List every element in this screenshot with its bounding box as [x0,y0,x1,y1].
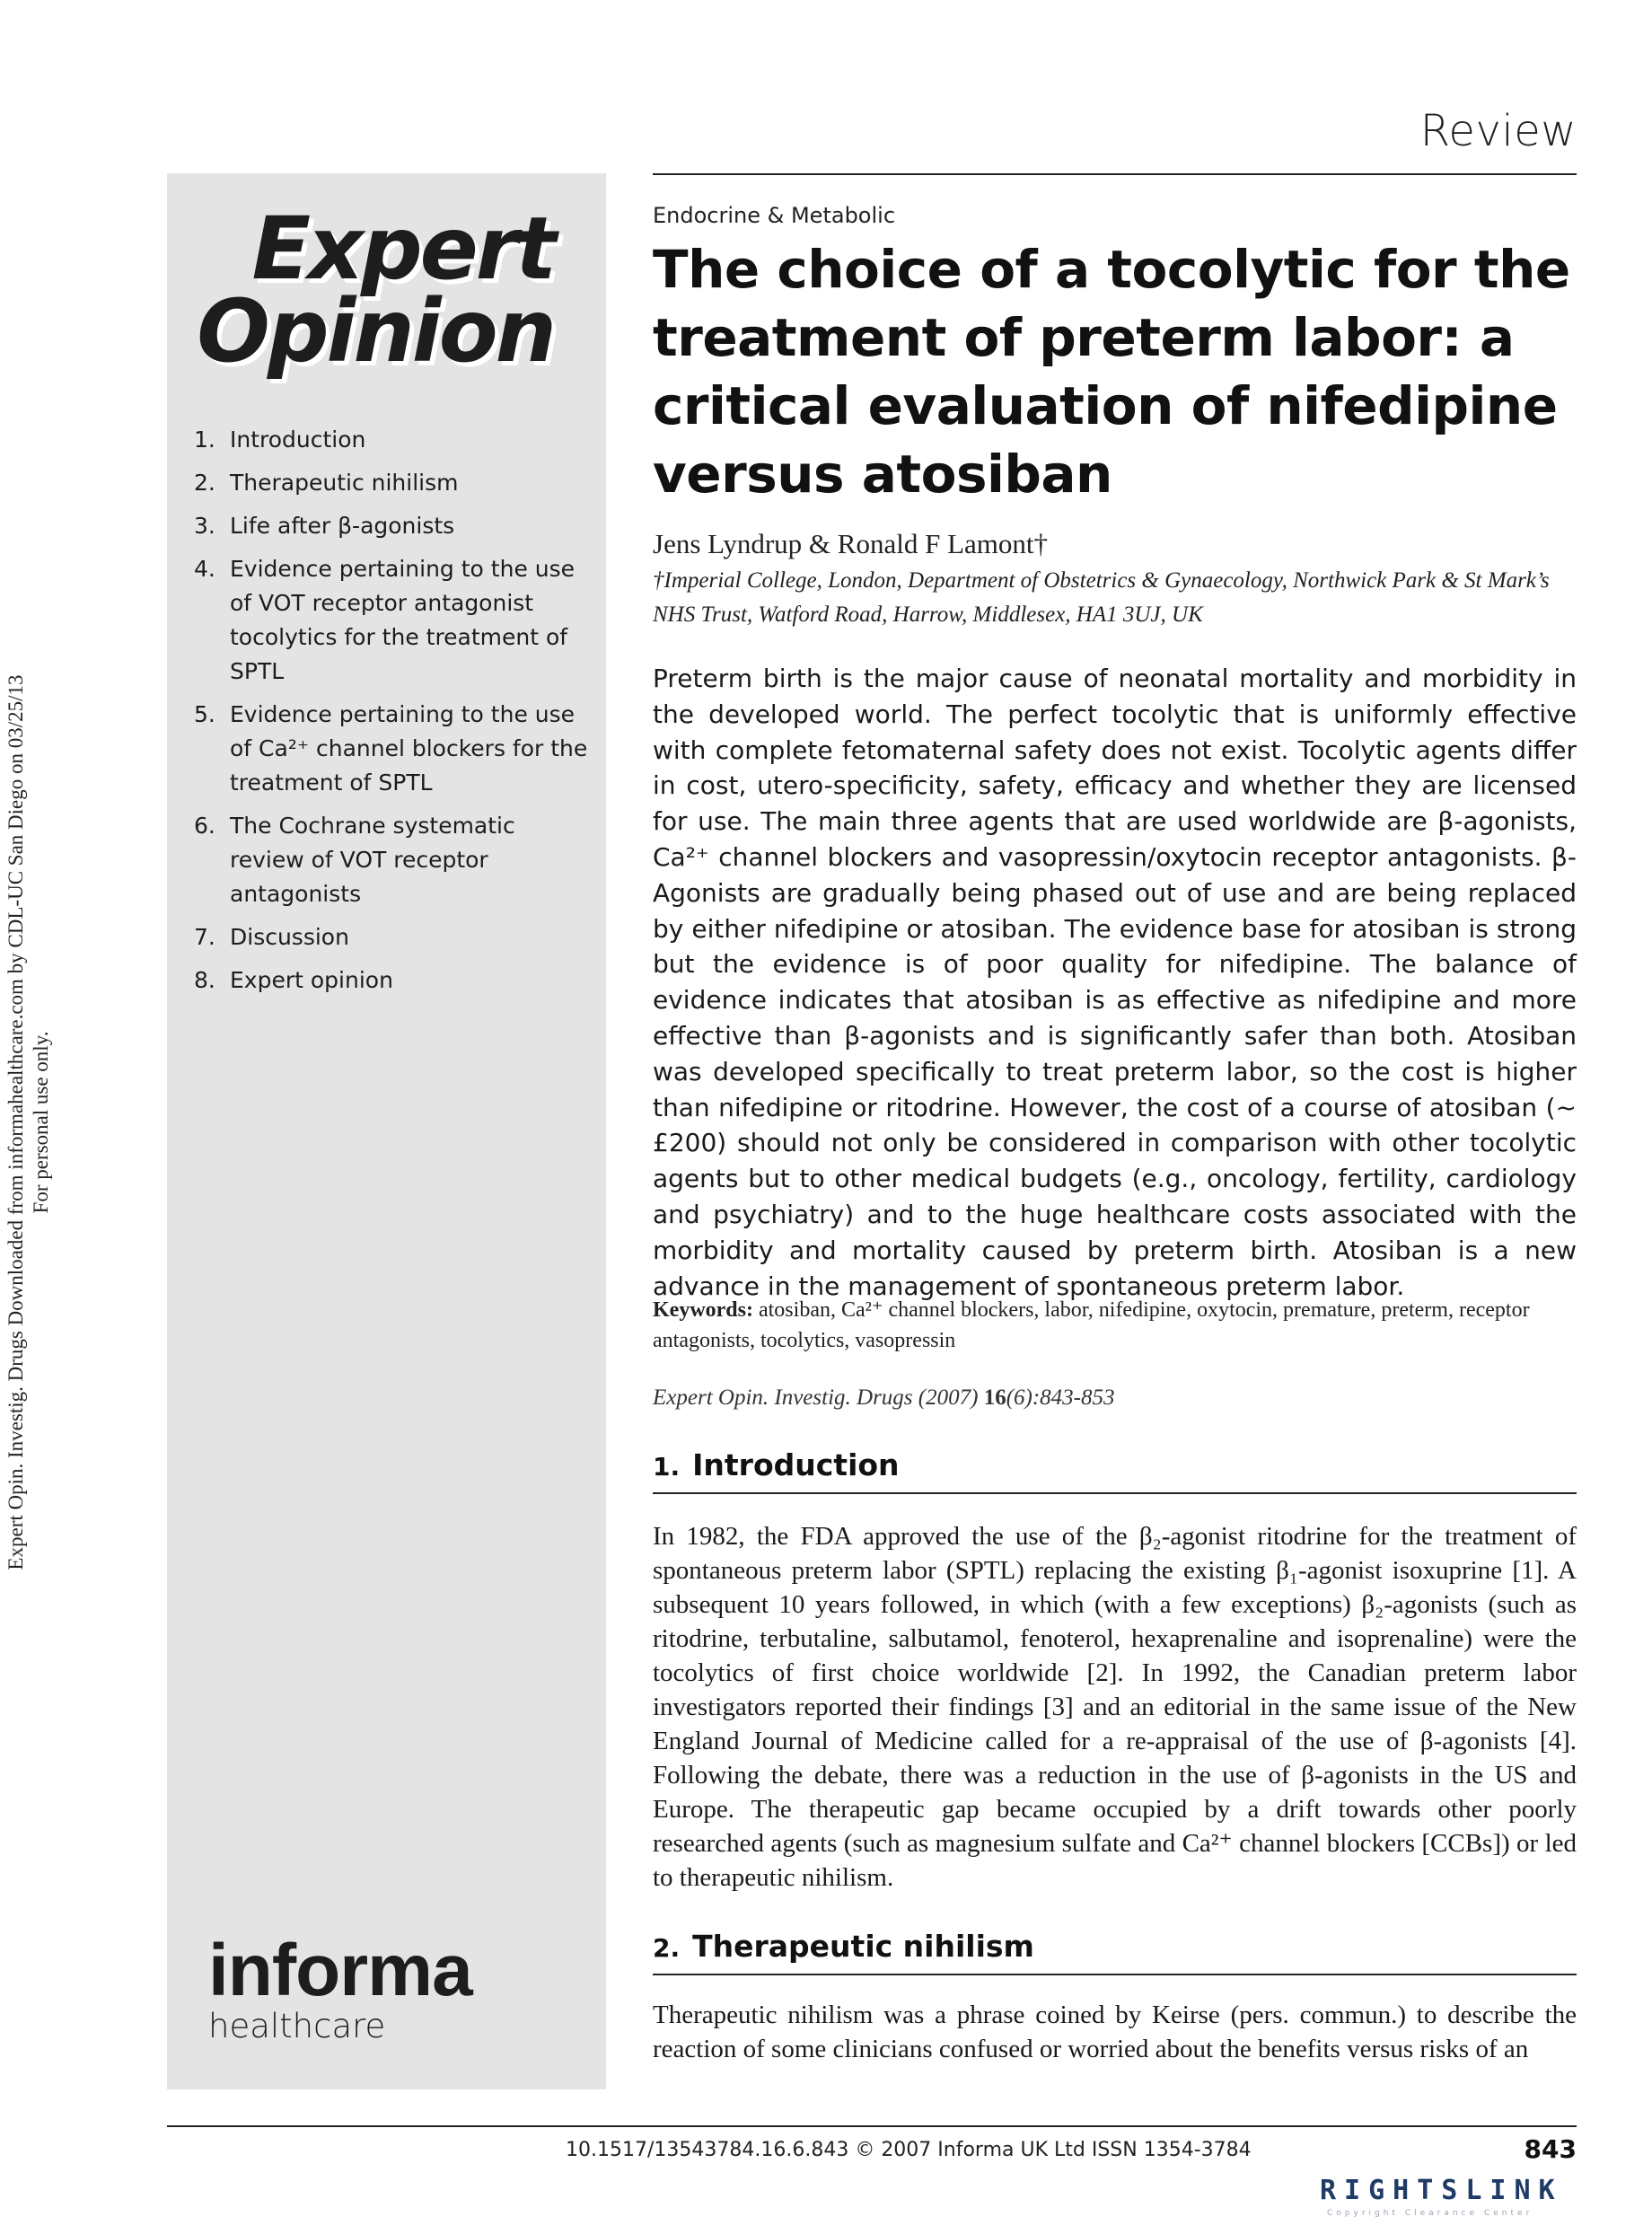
toc-item-number: 5. [194,701,215,727]
journal-logo [197,198,554,382]
article-title: The choice of a tocolytic for the treatment of preterm labor: a critical evaluation of nifedipine versus atosiban [653,239,1570,505]
section-number: 1. [653,1452,681,1482]
citation-volume: 16 [983,1385,1006,1410]
rightslink-subtext: Copyright Clearance Center [1327,2209,1533,2218]
toc-item-number: 2. [194,470,215,496]
toc-item-label: Evidence pertaining to the use of Ca²⁺ channel blockers for the treatment of SPTL [230,701,588,796]
watermark-line-1: Expert Opin. Investig. Drugs Downloaded from informahealthcare.com by CDL-UC San Diego on 03/25/13 [4,674,27,1570]
publisher-name: informa [208,1930,472,2011]
watermark-line-2: For personal use only. [30,1031,52,1214]
toc-item[interactable] [194,423,589,457]
page-number: 843 [1524,2134,1577,2164]
toc-item[interactable] [194,698,589,800]
article-citation [653,1385,1577,1411]
rightslink-badge[interactable] [1320,2173,1652,2218]
toc-item[interactable] [194,920,589,954]
toc-item-label: Life after β-agonists [230,513,455,539]
section-label: Review [1419,106,1577,156]
toc-item-label: Evidence pertaining to the use of VOT receptor antagonist tocolytics for the treatment of SPTL [230,556,576,684]
toc-item-number: 8. [194,967,215,993]
section-number: 2. [653,1933,681,1963]
toc-item[interactable] [194,552,589,689]
section-title: Therapeutic nihilism [692,1929,1034,1964]
footer-rule [167,2125,1577,2127]
doi-copyright-line: 10.1517/13543784.16.6.843 © 2007 Informa UK Ltd ISSN 1354-3784 [566,2139,1252,2161]
toc-item-label: Therapeutic nihilism [230,470,459,496]
toc-item-label: Discussion [230,924,349,950]
toc-item-label: Expert opinion [230,967,393,993]
article-affiliation: †Imperial College, London, Department of Obstetrics & Gynaecology, Northwick Park & St Mark’s NHS Trust, Watford Road, Harrow, Middlesex, HA1 3UJ, UK [653,568,1550,627]
publisher-logo [208,1930,472,2045]
journal-logo-line-1: Expert [251,198,554,299]
publisher-subname: healthcare [208,2007,386,2045]
header-rule [653,173,1577,175]
toc-item[interactable] [194,466,589,500]
article-abstract: Preterm birth is the major cause of neonatal mortality and morbidity in the developed world. The perfect tocolytic that is uniformly effective with complete fetomaternal safety does not exist. Tocolytic agents differ in cost, utero-specificity, safety, efficacy and whether they are licensed for use. The main three agents that are used worldwide are β-agonists, Ca²⁺ channel blockers and vasopressin/oxytocin receptor antagonists. β-Agonists are gradually being phased out of use and are being replaced by either nifedipine or atosiban. The evidence base for atosiban is strong but the evidence is of poor quality for nifedipine. The balance of evidence indicates that atosiban is as effective as nifedipine and more effective than β-agonists and is significantly safer than both. Atosiban was developed specifically to treat preterm labor, so the cost is higher than nifedipine or ritodrine. However, the cost of a course of atosiban (~ £200) should not only be considered in comparison with other tocolytic agents but to other medical budgets (e.g., oncology, fertility, cardiology and psychiatry) and to the huge healthcare costs associated with the morbidity and mortality caused by preterm birth. Atosiban is a new advance in the management of spontaneous preterm labor. [653,664,1577,1301]
sidebar [167,173,606,2089]
toc-item-number: 4. [194,556,215,582]
toc-item-label: The Cochrane systematic review of VOT receptor antagonists [230,813,515,907]
toc-item-number: 3. [194,513,215,539]
table-of-contents [194,423,589,1007]
download-watermark [0,0,72,2225]
section-heading-introduction [653,1447,1577,1494]
article-category: Endocrine & Metabolic [653,203,896,228]
journal-logo-line-2: Opinion [197,281,554,382]
rightslink-text: RIGHTSLINK [1320,2175,1563,2206]
section-title: Introduction [692,1447,900,1482]
therapeutic-nihilism-paragraph: Therapeutic nihilism was a phrase coined by Keirse (pers. commun.) to describe the reaction of some clinicians confused or worried about the benefits versus risks of an [653,2001,1577,2063]
keywords-list: atosiban, Ca²⁺ channel blockers, labor, nifedipine, oxytocin, premature, preterm, receptor antagonists, tocolytics, vasopressin [653,1298,1530,1352]
section-heading-therapeutic-nihilism [653,1929,1577,1975]
toc-item[interactable] [194,963,589,998]
citation-journal: Expert Opin. Investig. Drugs (2007) [653,1385,984,1410]
toc-item[interactable] [194,509,589,543]
toc-item[interactable] [194,809,589,911]
keywords-label: Keywords: [653,1298,753,1322]
toc-item-number: 6. [194,813,215,839]
introduction-paragraph: In 1982, the FDA approved the use of the β₂-agonist ritodrine for the treatment of spontaneous preterm labor (SPTL) replacing the existing β₁-agonist isoxuprine [1]. A subsequent 10 years followed, in which (with a few exceptions) β₂-agonists (such as ritodrine, terbutaline, salbutamol, fenoterol, hexaprenaline and isoprenaline) were the tocolytics of first choice worldwide [2]. In 1992, the Canadian preterm labor investigators reported their findings [3] and an editorial in the same issue of the New England Journal of Medicine called for a re-appraisal of the use of β-agonists [4]. Following the debate, there was a reduction in the use of β-agonists in the US and Europe. The therapeutic gap became occupied by a drift towards other poorly researched agents (such as magnesium sulfate and Ca²⁺ channel blockers [CCBs]) or led to therapeutic nihilism. [653,1522,1577,1892]
article-authors: Jens Lyndrup & Ronald F Lamont† [653,528,1049,559]
article-keywords [653,1295,1577,1356]
citation-pages: (6):843-853 [1006,1385,1115,1410]
toc-item-number: 1. [194,427,215,453]
toc-item-label: Introduction [230,427,366,453]
toc-item-number: 7. [194,924,215,950]
